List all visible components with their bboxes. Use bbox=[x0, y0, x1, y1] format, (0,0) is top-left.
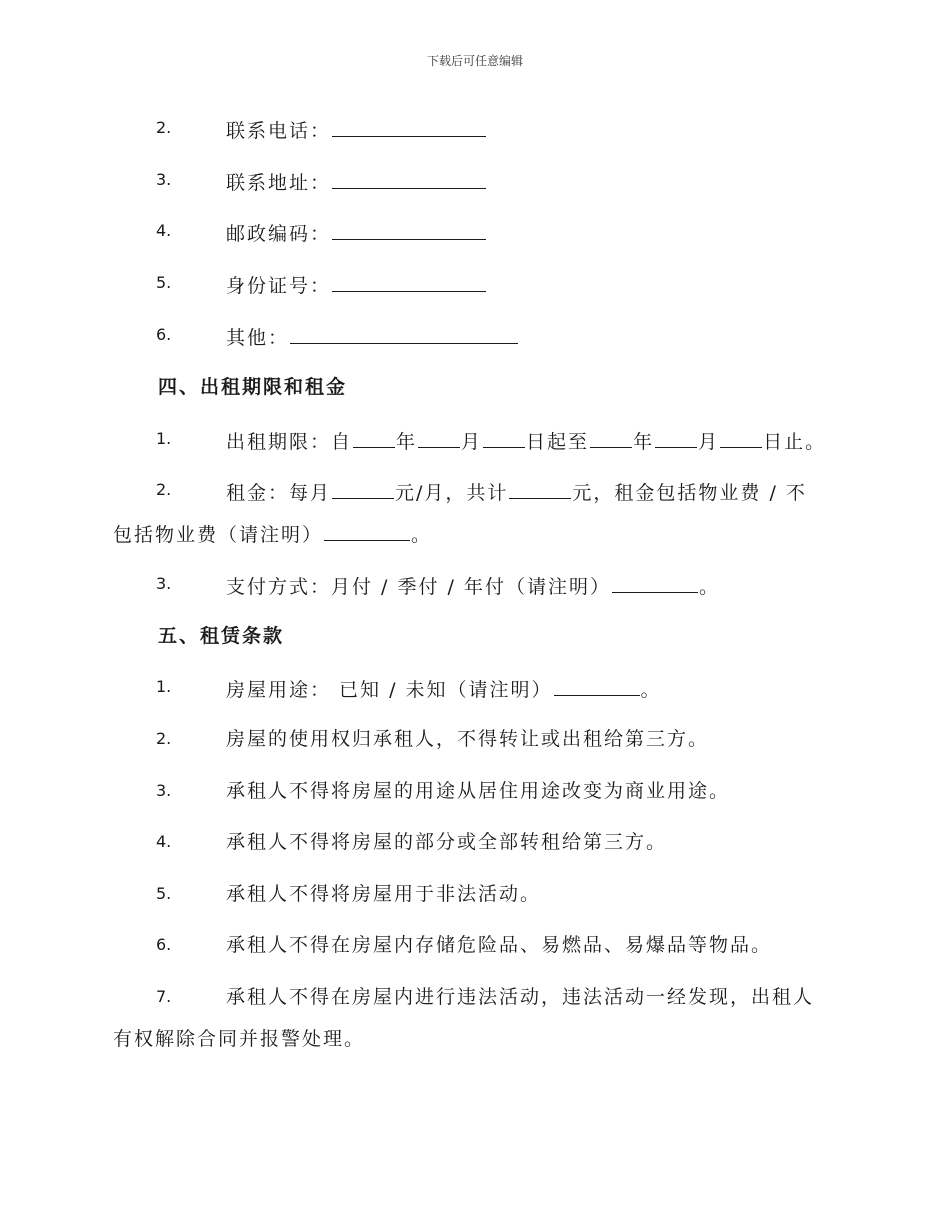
item-number: 5. bbox=[156, 273, 172, 292]
item-number: 6. bbox=[156, 325, 172, 344]
clause-text: 房屋的使用权归承租人，不得转让或出租给第三方。 bbox=[226, 728, 710, 750]
item-number: 7. bbox=[156, 987, 172, 1006]
lease-term-text: 出租期限：自 年 月 日起至 年 月 日止。 bbox=[226, 427, 826, 454]
blank-line[interactable] bbox=[332, 116, 486, 137]
blank-line[interactable] bbox=[418, 427, 460, 448]
blank-line[interactable] bbox=[332, 271, 486, 292]
item-number: 6. bbox=[156, 935, 172, 954]
clause-text: 承租人不得将房屋用于非法活动。 bbox=[226, 883, 542, 905]
item-number: 3. bbox=[156, 781, 172, 800]
blank-line[interactable] bbox=[612, 572, 698, 593]
blank-line[interactable] bbox=[290, 323, 518, 344]
blank-line[interactable] bbox=[332, 168, 486, 189]
clause-text: 承租人不得将房屋的用途从居住用途改变为商业用途。 bbox=[226, 780, 731, 802]
item-number: 2. bbox=[156, 480, 172, 499]
field-label: 联系地址： bbox=[226, 168, 487, 195]
clause-text: 承租人不得将房屋的部分或全部转租给第三方。 bbox=[226, 831, 668, 853]
rent-text: 租金：每月 元/月，共计 元，租金包括物业费 / 不 bbox=[226, 478, 807, 505]
field-label: 身份证号： bbox=[226, 271, 487, 298]
blank-line[interactable] bbox=[483, 427, 525, 448]
blank-line[interactable] bbox=[332, 478, 394, 499]
item-number: 3. bbox=[156, 170, 172, 189]
page-header: 下载后可任意编辑 bbox=[426, 54, 523, 68]
field-label: 邮政编码： bbox=[226, 219, 487, 246]
blank-line[interactable] bbox=[720, 427, 762, 448]
clause-text: 承租人不得在房屋内进行违法活动，违法活动一经发现，出租人 bbox=[226, 986, 815, 1008]
item-number: 5. bbox=[156, 884, 172, 903]
section-heading: 五、租赁条款 bbox=[158, 625, 285, 647]
blank-line[interactable] bbox=[353, 427, 395, 448]
house-use-text: 房屋用途： 已知 / 未知（请注明） 。 bbox=[226, 675, 662, 702]
field-label: 联系电话： bbox=[226, 116, 487, 143]
item-number: 1. bbox=[156, 677, 172, 696]
item-number: 3. bbox=[156, 574, 172, 593]
item-number: 1. bbox=[156, 429, 172, 448]
item-number: 2. bbox=[156, 729, 172, 748]
clause-text-continued: 有权解除合同并报警处理。 bbox=[113, 1028, 366, 1050]
field-label: 其他： bbox=[226, 323, 519, 350]
blank-line[interactable] bbox=[509, 478, 571, 499]
payment-method-text: 支付方式：月付 / 季付 / 年付（请注明） 。 bbox=[226, 572, 720, 599]
item-number: 2. bbox=[156, 118, 172, 137]
blank-line[interactable] bbox=[590, 427, 632, 448]
item-number: 4. bbox=[156, 832, 172, 851]
section-heading: 四、出租期限和租金 bbox=[158, 376, 348, 398]
blank-line[interactable] bbox=[554, 675, 640, 696]
blank-line[interactable] bbox=[655, 427, 697, 448]
blank-line[interactable] bbox=[332, 219, 486, 240]
item-number: 4. bbox=[156, 221, 172, 240]
clause-text: 承租人不得在房屋内存储危险品、易燃品、易爆品等物品。 bbox=[226, 934, 773, 956]
blank-line[interactable] bbox=[324, 520, 410, 541]
rent-text-continued: 包括物业费（请注明） 。 bbox=[113, 520, 432, 547]
